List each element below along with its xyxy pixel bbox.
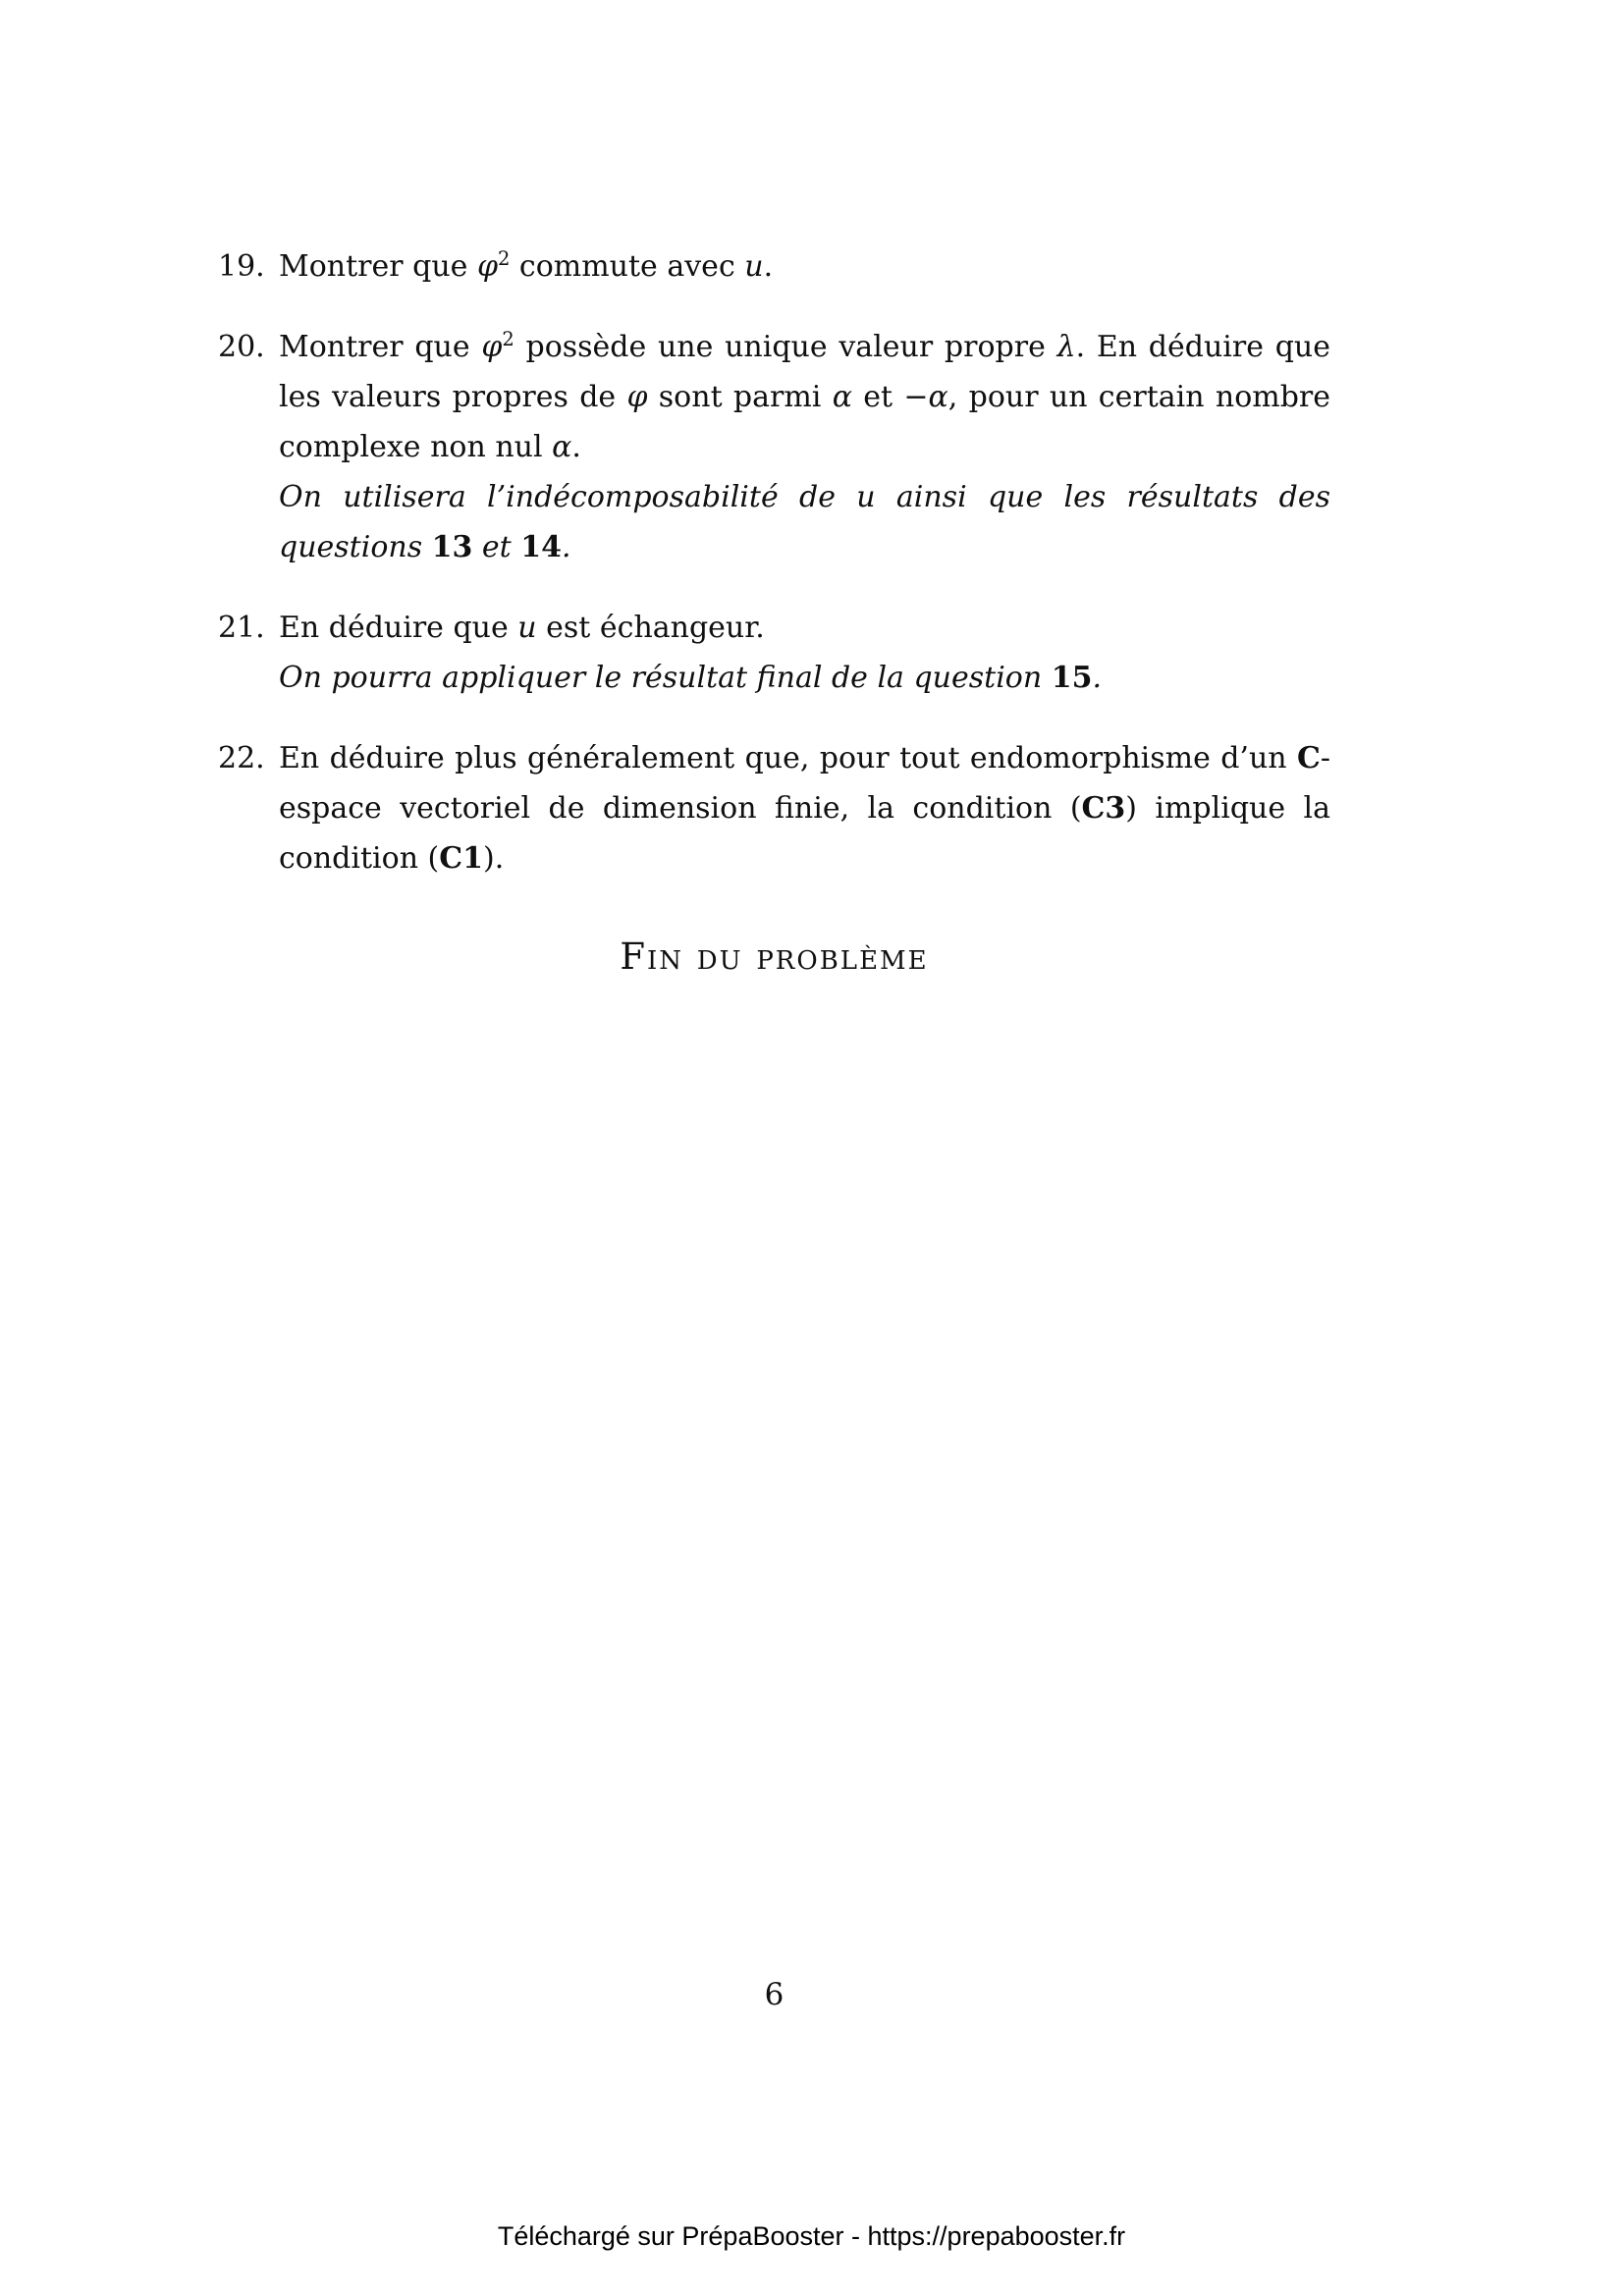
text-run: . (571, 430, 581, 464)
text-run: . (763, 249, 774, 284)
question-text (279, 241, 1330, 292)
text-run: 2 (497, 247, 511, 270)
text-run: φ (481, 330, 503, 364)
text-run: et − (851, 380, 929, 414)
text-run: 13 (431, 530, 473, 564)
question-hint (279, 472, 1330, 572)
text-run: u (744, 249, 764, 284)
text-run: , pour un certain nombre complexe non nul (279, 380, 1330, 464)
question-item (218, 241, 1330, 292)
question-number: 19. (218, 249, 265, 284)
question-text (279, 603, 1330, 653)
question-number: 20. (218, 330, 265, 364)
question-hint (279, 653, 1330, 703)
question-number: 22. (218, 741, 265, 775)
text-run: On pourra appliquer le résultat final de la question (279, 661, 1052, 695)
text-run: 15 (1051, 661, 1093, 695)
question-item (218, 733, 1330, 883)
text-run: φ (476, 249, 498, 284)
text-run: Montrer que (279, 249, 477, 284)
text-run: ). (483, 841, 505, 876)
text-run: 14 (520, 530, 563, 564)
question-item (218, 322, 1330, 572)
text-run: . (562, 530, 571, 564)
text-run: En déduire que (279, 611, 518, 645)
text-run: u (856, 480, 876, 514)
text-run: . (1092, 661, 1103, 695)
text-run: u (517, 611, 537, 645)
footer-text: Téléchargé sur PrépaBooster - https://prepabooster.fr (497, 2221, 1126, 2251)
end-of-problem-heading: Fin du problème (620, 935, 929, 978)
text-run: C (1296, 741, 1321, 775)
text-run: C3 (1081, 791, 1126, 826)
question-text (279, 733, 1330, 883)
problem-questions-section (218, 241, 1330, 977)
question-number: 21. (218, 611, 265, 645)
text-run: En déduire plus généralement que, pour tout endomorphisme d’un (279, 741, 1297, 775)
text-run: possède une unique valeur propre (514, 330, 1057, 364)
text-run: λ (1056, 330, 1076, 364)
text-run: α (928, 380, 948, 414)
text-run: ) implique la condition ( (279, 791, 1330, 876)
text-run: ainsi que les résultats des questions (279, 480, 1331, 564)
text-run: est échangeur. (536, 611, 765, 645)
text-run: -espace vectoriel de dimension finie, la condition ( (279, 741, 1330, 826)
text-run: C1 (439, 841, 484, 876)
text-run: Montrer que (279, 330, 482, 364)
text-run: commute avec (510, 249, 745, 284)
text-run: α (552, 430, 572, 464)
text-run: et (472, 530, 521, 564)
question-item (218, 603, 1330, 703)
text-run: α (832, 380, 852, 414)
text-run: On utilisera l’indécomposabilité de (279, 480, 857, 514)
text-run: 2 (502, 328, 514, 350)
text-run: φ (626, 380, 648, 414)
text-run: sont parmi (647, 380, 833, 414)
question-list (218, 241, 1330, 883)
text-run: . En déduire que les valeurs propres de (279, 330, 1330, 414)
question-text (279, 322, 1330, 472)
page-number: 6 (764, 1977, 784, 2012)
